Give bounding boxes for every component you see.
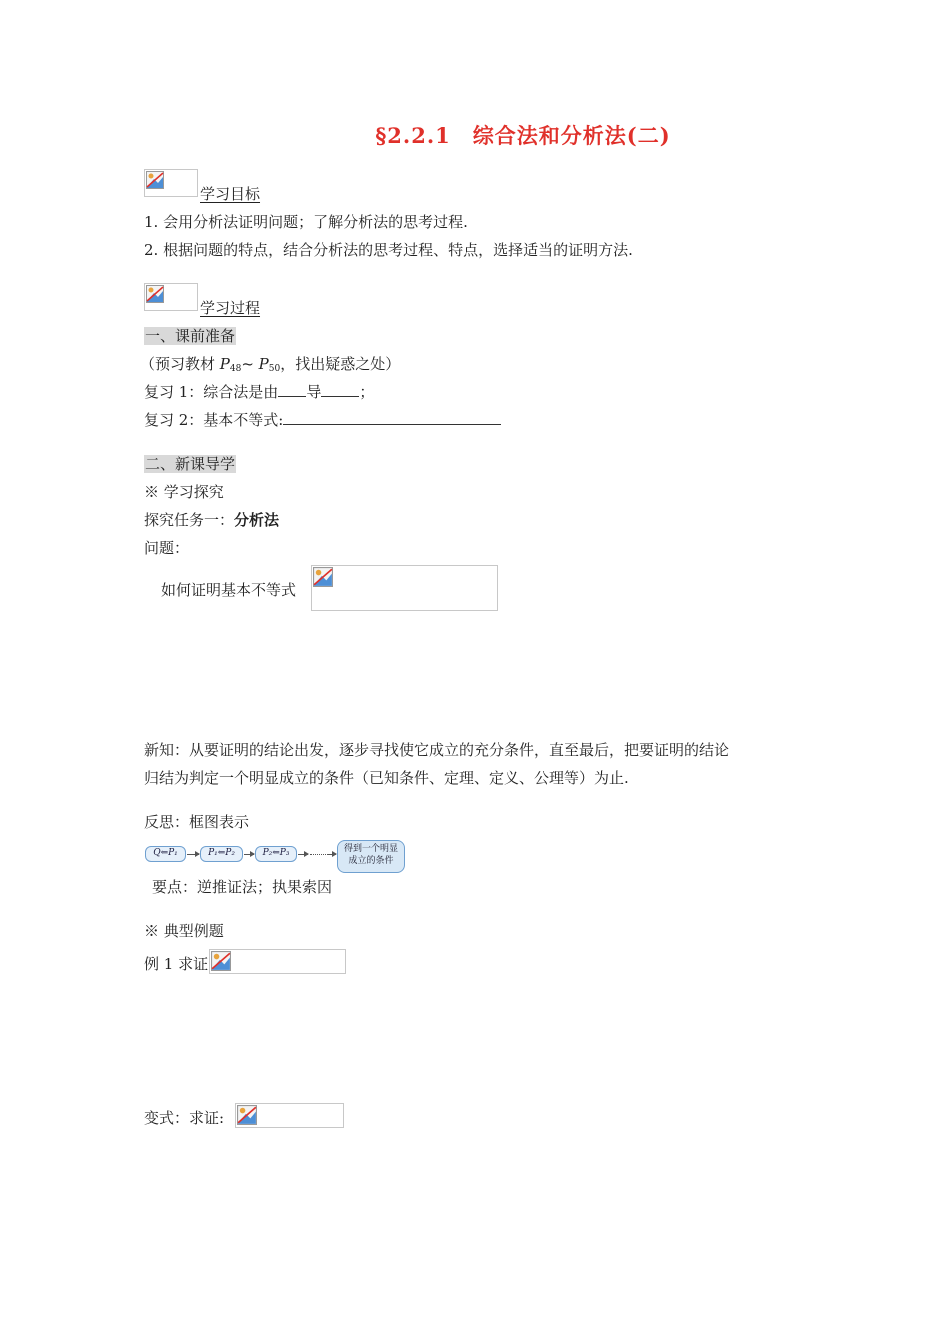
flow-arrow	[187, 854, 199, 855]
new-knowledge-line-1: 新知：从要证明的结论出发，逐步寻找使它成立的充分条件，直至最后，把要证明的结论	[144, 741, 730, 759]
preview-note: （预习教材 $P_{48}\sim$ $P_{50}$，找出疑惑之处）	[140, 355, 401, 374]
flow-box-2: P₁⇐P₂	[200, 846, 243, 862]
new-knowledge-line-2: 归结为判定一个明显成立的条件（已知条件、定理、定义、公理等）为止.	[144, 769, 629, 787]
review-2: 复习 2：基本不等式:	[144, 409, 501, 430]
task-line: 探究任务一：分析法	[144, 511, 280, 529]
flow-box-3: P₂⇐P₃	[255, 846, 297, 862]
variant-label: 变式：求证:	[144, 1109, 225, 1127]
objective-item-1: 1. 会用分析法证明问题；了解分析法的思考过程.	[144, 213, 468, 231]
section-name: 综合法和分析法(二)	[472, 123, 671, 148]
part1-heading: 一、课前准备	[145, 327, 236, 345]
formula-image	[209, 949, 346, 974]
explore-heading: ※ 学习探究	[144, 483, 224, 501]
section-number: §2.2.1	[375, 123, 451, 148]
flow-end-box: 得到一个明显 成立的条件	[337, 840, 405, 873]
page-title	[0, 120, 950, 150]
question-label: 问题：	[144, 539, 190, 557]
broken-image-icon	[144, 169, 198, 197]
objective-item-2: 2. 根据问题的特点，结合分析法的思考过程、特点，选择适当的证明方法.	[144, 241, 633, 259]
reflection-text: 反思：框图表示	[144, 813, 250, 831]
objectives-heading: 学习目标	[200, 185, 261, 203]
blank-field[interactable]	[278, 382, 306, 397]
process-heading: 学习过程	[200, 299, 261, 317]
flow-arrow	[298, 854, 308, 855]
formula-image	[311, 565, 498, 611]
flow-box-1: Q⇐P₁	[145, 846, 186, 862]
examples-heading: ※ 典型例题	[144, 922, 224, 940]
flow-arrow	[244, 854, 254, 855]
part2-heading: 二、新课导学	[145, 455, 236, 473]
blank-field[interactable]	[283, 410, 501, 425]
formula-image	[235, 1103, 344, 1128]
review-1: 复习 1：综合法是由 导 ；	[144, 383, 375, 401]
flow-dots	[310, 854, 328, 855]
question-text: 如何证明基本不等式	[161, 581, 297, 599]
task-name: 分析法	[234, 511, 280, 529]
flow-arrow	[328, 854, 336, 855]
broken-image-icon	[144, 283, 198, 311]
example-1-label: 例 1 求证	[144, 955, 209, 973]
key-points: 要点：逆推证法；执果索因	[152, 878, 333, 896]
blank-field[interactable]	[321, 382, 359, 397]
